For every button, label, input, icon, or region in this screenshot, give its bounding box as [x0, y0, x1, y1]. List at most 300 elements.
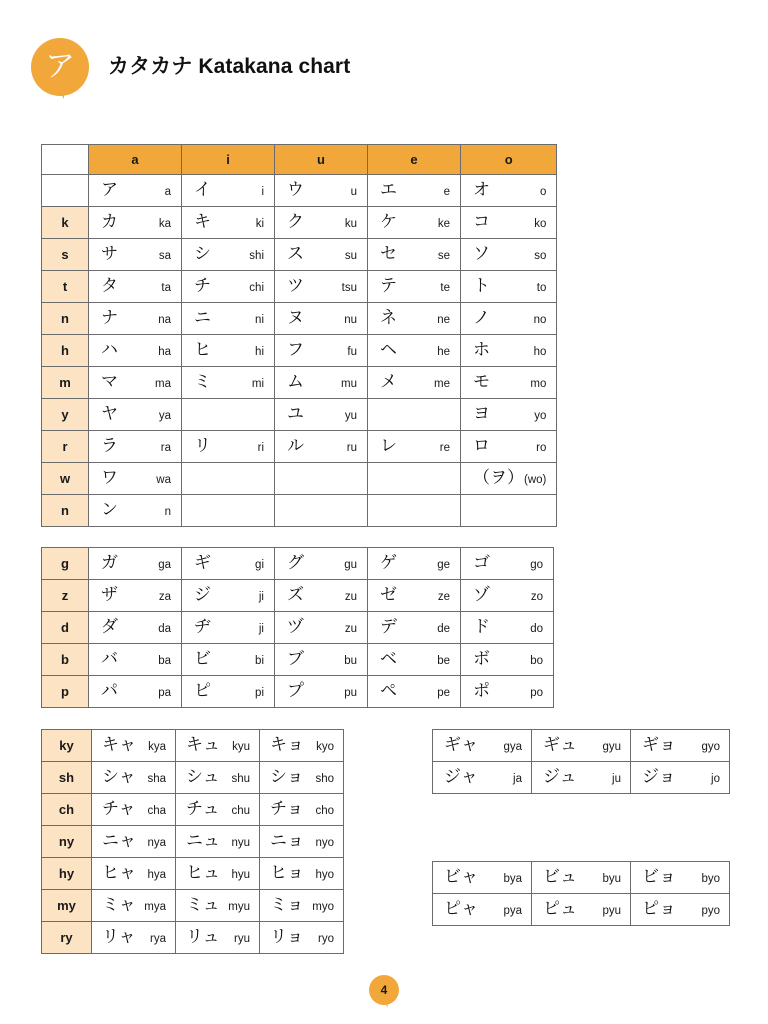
romaji-text: su: [344, 250, 357, 262]
kana-cell: [461, 303, 557, 335]
kana-glyph: チャ: [102, 799, 136, 819]
kana-cell: [461, 399, 557, 431]
kana-cell: [89, 676, 182, 708]
romaji-text: bo: [530, 655, 543, 667]
kana-cell: [92, 922, 176, 954]
romaji-text: ta: [161, 282, 171, 294]
kana-glyph: ガ: [101, 553, 118, 573]
table-row: [42, 367, 557, 399]
kana-glyph: ム: [287, 372, 304, 392]
romaji-text: pya: [503, 905, 522, 917]
kana-glyph: ネ: [380, 308, 397, 328]
row-label-w: w: [42, 463, 89, 495]
romaji-text: e: [443, 186, 450, 198]
kana-cell: [631, 862, 730, 894]
romaji-text: chi: [249, 282, 264, 294]
romaji-text: tsu: [341, 282, 357, 294]
byo-pyo-table: [432, 861, 730, 926]
kana-glyph: ゴ: [473, 553, 490, 573]
kana-glyph: ゼ: [380, 585, 397, 605]
kana-cell: [275, 367, 368, 399]
romaji-text: nu: [344, 314, 357, 326]
kana-glyph: ジュ: [543, 767, 577, 787]
kana-cell: [433, 894, 532, 926]
romaji-text: kyu: [232, 741, 250, 753]
romaji-text: o: [539, 186, 547, 198]
kana-glyph: ミュ: [186, 895, 220, 915]
kana-cell: [461, 580, 554, 612]
row-label-ny: ny: [42, 826, 92, 858]
romaji-text: ryo: [318, 933, 334, 945]
kana-cell: [182, 548, 275, 580]
page-number-text: 4: [380, 983, 388, 997]
romaji-text: zo: [530, 591, 543, 603]
kana-cell: [176, 922, 260, 954]
romaji-text: pa: [158, 687, 171, 699]
kana-cell: [260, 858, 344, 890]
kana-glyph: エ: [380, 180, 397, 200]
romaji-text: ju: [612, 773, 621, 785]
kana-cell: [89, 548, 182, 580]
romaji-text: (wo): [524, 474, 547, 486]
kana-glyph: ギュ: [543, 735, 577, 755]
romaji-text: byo: [701, 873, 720, 885]
kana-glyph: オ: [473, 180, 490, 200]
row-label-b: b: [42, 644, 89, 676]
kana-glyph: ス: [287, 244, 304, 264]
kana-cell: [368, 548, 461, 580]
kana-glyph: ズ: [287, 585, 304, 605]
kana-cell: [368, 612, 461, 644]
kana-cell: [182, 175, 275, 207]
kana-cell: [89, 335, 182, 367]
romaji-text: za: [158, 591, 171, 603]
romaji-text: kya: [148, 741, 166, 753]
kana-glyph: ピャ: [444, 899, 478, 919]
row-label-g: g: [42, 548, 89, 580]
kana-cell: [260, 762, 344, 794]
romaji-text: pu: [344, 687, 357, 699]
table-row: [42, 794, 344, 826]
row-label-hy: hy: [42, 858, 92, 890]
romaji-text: ge: [437, 559, 450, 571]
row-label-my: my: [42, 890, 92, 922]
table-corner-blank: [42, 145, 89, 175]
romaji-text: n: [164, 506, 171, 518]
romaji-text: yu: [344, 410, 357, 422]
kana-glyph: ヘ: [380, 340, 397, 360]
table-row: [433, 730, 730, 762]
romaji-text: gu: [344, 559, 357, 571]
romaji-text: ra: [160, 442, 171, 454]
kana-cell: [461, 175, 557, 207]
dakuten-table: [41, 547, 554, 708]
kana-cell: [368, 335, 461, 367]
kana-glyph: ワ: [101, 468, 118, 488]
kana-glyph: ケ: [380, 212, 397, 232]
kana-cell: [182, 207, 275, 239]
kana-cell: [368, 644, 461, 676]
kana-glyph: ラ: [101, 436, 118, 456]
kana-cell: [368, 399, 461, 431]
kana-glyph: ニュ: [186, 831, 220, 851]
kana-glyph: ニョ: [270, 831, 304, 851]
romaji-text: ga: [158, 559, 171, 571]
kana-cell: [182, 676, 275, 708]
kana-glyph: デ: [380, 617, 397, 637]
kana-cell: [89, 271, 182, 303]
romaji-text: po: [530, 687, 543, 699]
kana-glyph: ト: [473, 276, 490, 296]
romaji-text: ke: [437, 218, 450, 230]
column-header-u: u: [275, 145, 368, 175]
row-label-d: d: [42, 612, 89, 644]
kana-cell: [461, 644, 554, 676]
kana-glyph: ヂ: [194, 617, 211, 637]
kana-cell: [631, 894, 730, 926]
kana-glyph: ジョ: [642, 767, 676, 787]
kana-cell: [92, 890, 176, 922]
romaji-text: da: [158, 623, 171, 635]
kana-cell: [92, 794, 176, 826]
romaji-text: kyo: [316, 741, 334, 753]
row-label-r: r: [42, 431, 89, 463]
kana-cell: [275, 431, 368, 463]
romaji-text: ze: [437, 591, 450, 603]
romaji-text: he: [437, 346, 450, 358]
romaji-text: hyu: [231, 869, 250, 881]
kana-cell: [89, 399, 182, 431]
table-row: [42, 463, 557, 495]
romaji-text: nyu: [231, 837, 250, 849]
kana-cell: [368, 367, 461, 399]
kana-glyph: タ: [101, 276, 118, 296]
row-label-k: k: [42, 207, 89, 239]
gyo-ja-table-body: [433, 730, 730, 794]
romaji-text: na: [158, 314, 171, 326]
kana-cell: [182, 271, 275, 303]
romaji-text: ri: [257, 442, 264, 454]
row-label-n: n: [42, 495, 89, 527]
kana-cell: [368, 239, 461, 271]
kana-cell: [461, 271, 557, 303]
kana-cell: [182, 335, 275, 367]
kana-cell: [182, 431, 275, 463]
kana-glyph: ビョ: [642, 867, 676, 887]
romaji-text: ko: [534, 218, 547, 230]
kana-glyph: ヒュ: [186, 863, 220, 883]
kana-glyph: シ: [194, 244, 211, 264]
kana-cell: [182, 303, 275, 335]
kana-cell: [368, 303, 461, 335]
kana-cell: [92, 762, 176, 794]
kana-glyph: コ: [473, 212, 490, 232]
romaji-text: gyo: [701, 741, 720, 753]
table-row: [42, 239, 557, 271]
romaji-text: shu: [231, 773, 250, 785]
kana-glyph: バ: [101, 649, 118, 669]
kana-glyph: ミャ: [102, 895, 136, 915]
kana-glyph: ツ: [287, 276, 304, 296]
kana-glyph: ミョ: [270, 895, 304, 915]
romaji-text: pyu: [602, 905, 621, 917]
kana-glyph: ブ: [287, 649, 304, 669]
kana-glyph: パ: [101, 681, 118, 701]
row-label-n: n: [42, 303, 89, 335]
romaji-text: hya: [147, 869, 166, 881]
table-row: [42, 399, 557, 431]
table-row: [42, 612, 554, 644]
table-row: [42, 676, 554, 708]
romaji-text: bi: [255, 655, 264, 667]
kana-glyph: シュ: [186, 767, 220, 787]
table-row: [42, 858, 344, 890]
kana-cell: [275, 175, 368, 207]
kana-glyph: ビュ: [543, 867, 577, 887]
table-row: [42, 580, 554, 612]
kana-glyph: リョ: [270, 927, 304, 947]
kana-cell: [368, 271, 461, 303]
kana-glyph: グ: [287, 553, 304, 573]
page-number-badge: [369, 975, 399, 1009]
romaji-text: sha: [147, 773, 166, 785]
kana-glyph: メ: [380, 372, 397, 392]
kana-glyph: ショ: [270, 767, 304, 787]
gojuon-table: [41, 144, 557, 527]
table-row: [42, 335, 557, 367]
kana-glyph: ハ: [101, 340, 118, 360]
kana-glyph: ヅ: [287, 617, 304, 637]
kana-glyph: キャ: [102, 735, 136, 755]
kana-cell: [461, 431, 557, 463]
table-row: [42, 271, 557, 303]
kana-glyph: シャ: [102, 767, 136, 787]
kana-glyph: ペ: [380, 681, 397, 701]
kana-cell: [182, 239, 275, 271]
row-label-z: z: [42, 580, 89, 612]
kana-glyph: キョ: [270, 735, 304, 755]
kana-cell: [275, 495, 368, 527]
row-label-h: h: [42, 335, 89, 367]
page-title: カタカナ Katakana chart: [108, 55, 351, 78]
kana-cell: [182, 644, 275, 676]
kana-cell: [631, 762, 730, 794]
romaji-text: se: [437, 250, 450, 262]
kana-glyph: ナ: [101, 308, 118, 328]
kana-glyph: （ヲ）: [473, 468, 524, 488]
column-header-o: o: [461, 145, 557, 175]
table-row: [433, 862, 730, 894]
kana-cell: [368, 431, 461, 463]
kana-glyph: ピュ: [543, 899, 577, 919]
kana-glyph: プ: [287, 681, 304, 701]
column-header-row: [42, 145, 557, 175]
romaji-text: nya: [147, 837, 166, 849]
romaji-text: chu: [231, 805, 250, 817]
romaji-text: ru: [346, 442, 357, 454]
kana-cell: [260, 826, 344, 858]
kana-cell: [532, 862, 631, 894]
kana-glyph: セ: [380, 244, 397, 264]
column-header-e: e: [368, 145, 461, 175]
kana-glyph: ヌ: [287, 308, 304, 328]
table-row: [42, 826, 344, 858]
table-row: [42, 644, 554, 676]
kana-glyph: ド: [473, 617, 490, 637]
romaji-text: ni: [255, 314, 264, 326]
table-row: [42, 730, 344, 762]
romaji-text: pyo: [701, 905, 720, 917]
romaji-text: pi: [255, 687, 264, 699]
romaji-text: ki: [255, 218, 264, 230]
kana-glyph: ザ: [101, 585, 118, 605]
kana-cell: [275, 463, 368, 495]
kana-cell: [89, 207, 182, 239]
row-label-blank: [42, 175, 89, 207]
kana-glyph: サ: [101, 244, 118, 264]
romaji-text: i: [261, 186, 264, 198]
kana-cell: [182, 495, 275, 527]
kana-cell: [275, 612, 368, 644]
kana-glyph: キ: [194, 212, 211, 232]
romaji-text: ja: [513, 773, 522, 785]
kana-cell: [461, 548, 554, 580]
kana-cell: [89, 644, 182, 676]
romaji-text: byu: [602, 873, 621, 885]
romaji-text: me: [434, 378, 450, 390]
kana-cell: [461, 612, 554, 644]
kana-glyph: ゲ: [380, 553, 397, 573]
kana-cell: [631, 730, 730, 762]
romaji-text: myu: [228, 901, 250, 913]
kana-cell: [89, 580, 182, 612]
romaji-text: mi: [251, 378, 264, 390]
kana-cell: [275, 335, 368, 367]
kana-cell: [89, 239, 182, 271]
kana-cell: [368, 175, 461, 207]
kana-cell: [260, 730, 344, 762]
kana-glyph: ソ: [473, 244, 490, 264]
kana-cell: [275, 580, 368, 612]
row-label-ky: ky: [42, 730, 92, 762]
kana-cell: [275, 644, 368, 676]
kana-cell: [260, 890, 344, 922]
kana-glyph: イ: [194, 180, 211, 200]
table-row: [42, 303, 557, 335]
romaji-text: bya: [503, 873, 522, 885]
kana-cell: [176, 826, 260, 858]
table-row: [42, 548, 554, 580]
kana-cell: [176, 730, 260, 762]
kana-cell: [275, 548, 368, 580]
kana-glyph: ギ: [194, 553, 211, 573]
romaji-text: zu: [344, 623, 357, 635]
kana-cell: [89, 175, 182, 207]
kana-cell: [275, 303, 368, 335]
column-header-a: a: [89, 145, 182, 175]
kana-glyph: ジャ: [444, 767, 478, 787]
kana-glyph: ン: [101, 500, 118, 520]
romaji-text: gya: [503, 741, 522, 753]
kana-glyph: ヤ: [101, 404, 118, 424]
kana-cell: [461, 335, 557, 367]
row-label-sh: sh: [42, 762, 92, 794]
column-header-i: i: [182, 145, 275, 175]
romaji-text: ku: [344, 218, 357, 230]
row-label-t: t: [42, 271, 89, 303]
yoon-table: [41, 729, 344, 954]
romaji-text: do: [530, 623, 543, 635]
row-label-ry: ry: [42, 922, 92, 954]
kana-glyph: ユ: [287, 404, 304, 424]
kana-glyph: ビャ: [444, 867, 478, 887]
romaji-text: ka: [158, 218, 171, 230]
romaji-text: cho: [315, 805, 334, 817]
kana-glyph: ヒャ: [102, 863, 136, 883]
kana-glyph: ダ: [101, 617, 118, 637]
kana-glyph: ヨ: [473, 404, 490, 424]
kana-cell: [461, 463, 557, 495]
kana-glyph: リャ: [102, 927, 136, 947]
romaji-text: ba: [158, 655, 171, 667]
romaji-text: ne: [437, 314, 450, 326]
romaji-text: be: [437, 655, 450, 667]
row-label-s: s: [42, 239, 89, 271]
kana-cell: [368, 495, 461, 527]
table-row: [42, 922, 344, 954]
kana-glyph: チュ: [186, 799, 220, 819]
romaji-text: sa: [158, 250, 171, 262]
dakuten-table-body: [42, 548, 554, 708]
kana-cell: [89, 463, 182, 495]
kana-glyph: ゾ: [473, 585, 490, 605]
romaji-text: ji: [258, 591, 264, 603]
kana-cell: [182, 367, 275, 399]
romaji-text: hi: [255, 346, 264, 358]
kana-glyph: フ: [287, 340, 304, 360]
romaji-text: myo: [312, 901, 334, 913]
kana-cell: [182, 612, 275, 644]
kana-cell: [182, 580, 275, 612]
romaji-text: pe: [437, 687, 450, 699]
kana-glyph: ニ: [194, 308, 211, 328]
romaji-text: ji: [258, 623, 264, 635]
kana-glyph: ロ: [473, 436, 490, 456]
table-row: [42, 762, 344, 794]
kana-glyph: ボ: [473, 649, 490, 669]
kana-cell: [433, 730, 532, 762]
romaji-text: mo: [530, 378, 547, 390]
kana-glyph: ピョ: [642, 899, 676, 919]
table-row: [42, 495, 557, 527]
kana-glyph: ベ: [380, 649, 397, 669]
kana-cell: [368, 580, 461, 612]
kana-cell: [532, 762, 631, 794]
romaji-text: sho: [315, 773, 334, 785]
romaji-text: zu: [344, 591, 357, 603]
kana-glyph: チョ: [270, 799, 304, 819]
romaji-text: rya: [150, 933, 166, 945]
kana-cell: [176, 794, 260, 826]
kana-cell: [275, 676, 368, 708]
romaji-text: ho: [533, 346, 547, 358]
kana-glyph: ノ: [473, 308, 490, 328]
romaji-text: de: [437, 623, 450, 635]
kana-cell: [368, 207, 461, 239]
kana-glyph: キュ: [186, 735, 220, 755]
kana-cell: [461, 676, 554, 708]
kana-cell: [260, 922, 344, 954]
